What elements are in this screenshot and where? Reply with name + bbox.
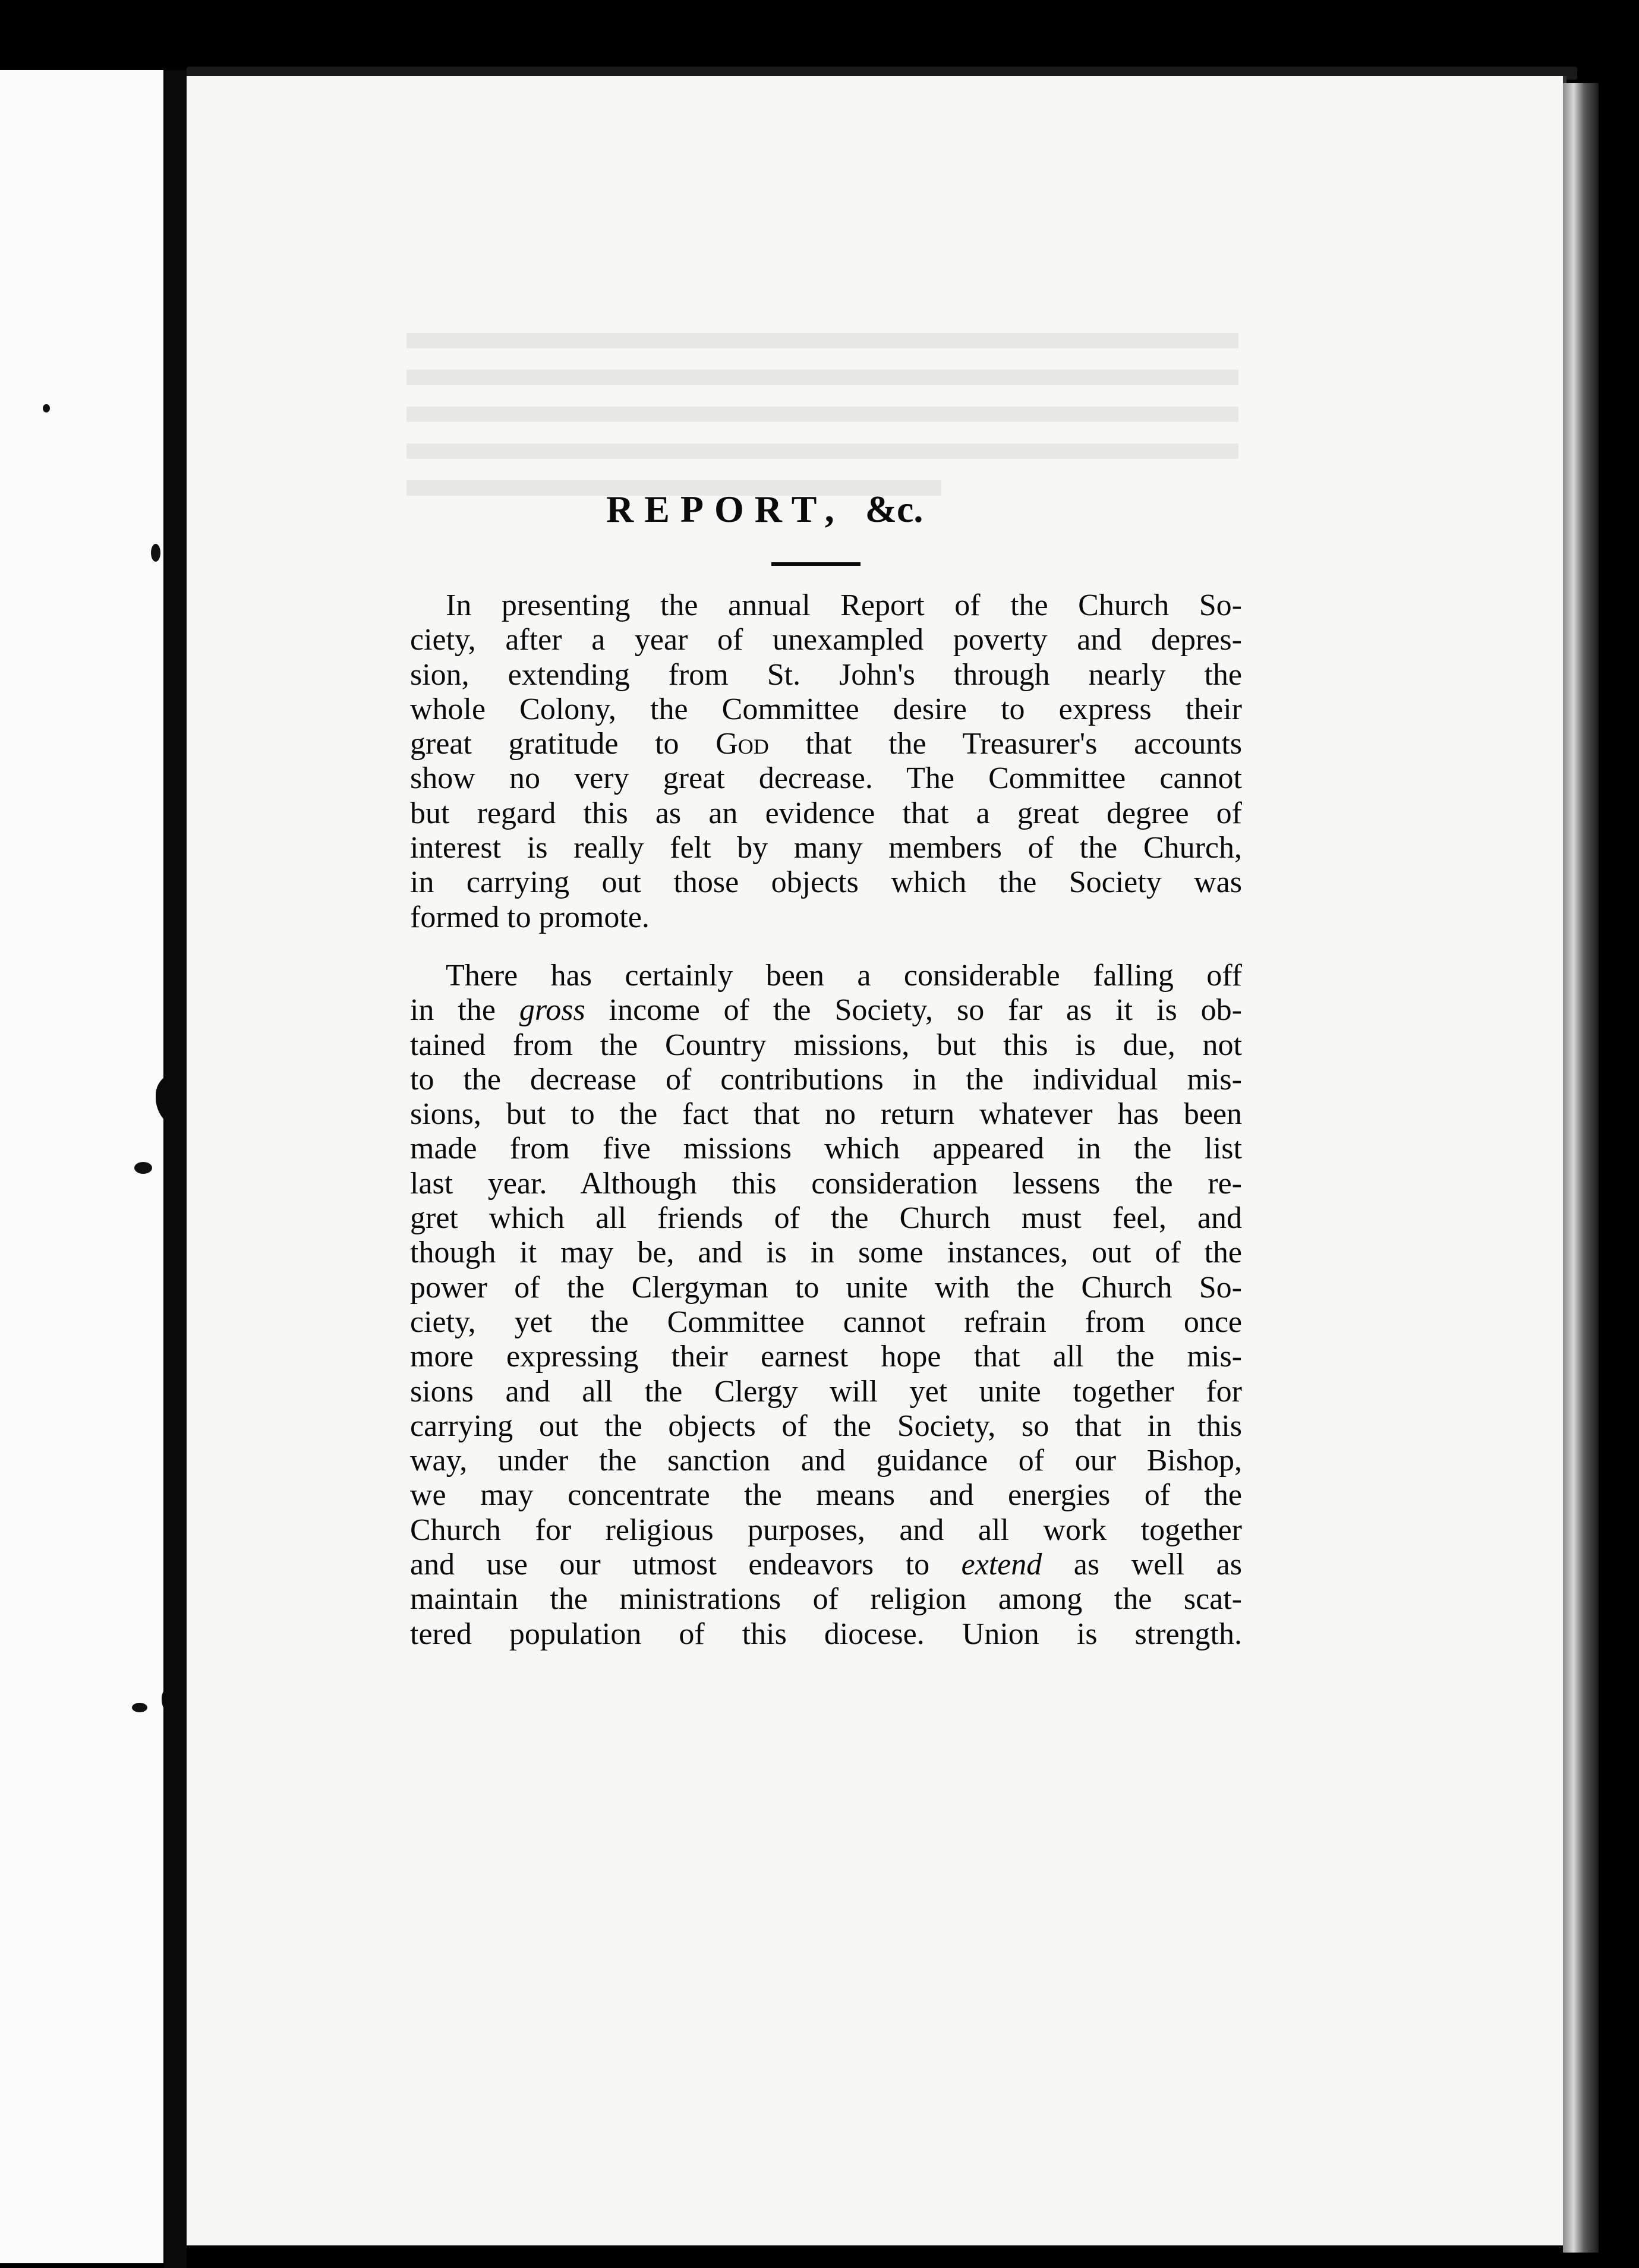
- text-line: show no very great decrease. The Committee cannot: [410, 761, 1242, 796]
- paragraph-2: [410, 959, 1242, 1652]
- heading-rule: [771, 562, 861, 566]
- text-line: in carrying out those objects which the Society was: [410, 865, 1242, 900]
- ink-speck: [151, 544, 160, 562]
- text-run: in the: [410, 993, 519, 1028]
- text-line: last year. Although this consideration lessens the re-: [410, 1166, 1242, 1201]
- italic-word: extend: [961, 1548, 1042, 1582]
- text-line: sions and all the Clergy will yet unite together for: [410, 1374, 1242, 1409]
- text-line: There has certainly been a considerable falling off: [446, 958, 1242, 993]
- text-line: Church for religious purposes, and all work together: [410, 1513, 1242, 1547]
- text-run: income of the Society, so far as it is ob-: [585, 993, 1242, 1028]
- text-line: to the decrease of contributions in the individual mis-: [410, 1062, 1242, 1097]
- small-caps-word: God: [716, 727, 769, 761]
- text-line: carrying out the objects of the Society, so that in this: [410, 1409, 1242, 1443]
- text-line: made from five missions which appeared in the list: [410, 1132, 1242, 1166]
- page-heading: [606, 487, 1034, 531]
- text-line: sions, but to the fact that no return whatever has been: [410, 1097, 1242, 1132]
- text-line: sion, extending from St. John's through nearly the: [410, 657, 1242, 692]
- paragraph-1: [410, 588, 1242, 935]
- text-line: ciety, yet the Committee cannot refrain from once: [410, 1305, 1242, 1339]
- text-line: tered population of this diocese. Union is strength.: [410, 1617, 1242, 1651]
- text-run: that the Treasurer's accounts: [768, 727, 1242, 761]
- book-spine: [164, 70, 187, 2268]
- text-line: formed to promote.: [410, 900, 650, 934]
- text-line: we may concentrate the means and energies of the: [410, 1478, 1242, 1513]
- text-line: way, under the sanction and guidance of our Bishop,: [410, 1444, 1242, 1478]
- paragraph-gap: [410, 935, 1242, 959]
- heading-suffix: &c.: [865, 488, 923, 530]
- text-line: more expressing their earnest hope that all the mis-: [410, 1340, 1242, 1374]
- text-line: [410, 727, 1242, 761]
- text-run: great gratitude to: [410, 727, 716, 761]
- page-right-edge: [1563, 83, 1599, 2253]
- text-line: power of the Clergyman to unite with the Church So-: [410, 1270, 1242, 1305]
- text-run: as well as: [1042, 1548, 1242, 1582]
- ink-speck: [132, 1703, 147, 1712]
- text-line: interest is really felt by many members of the Church,: [410, 831, 1242, 865]
- text-line: though it may be, and is in some instances, out of the: [410, 1236, 1242, 1270]
- text-line: gret which all friends of the Church must feel, and: [410, 1201, 1242, 1236]
- text-line: maintain the ministrations of religion among the scat-: [410, 1582, 1242, 1617]
- text-line: but regard this as an evidence that a great degree of: [410, 796, 1242, 830]
- ink-speck: [43, 404, 50, 412]
- heading-title: REPORT,: [606, 488, 845, 530]
- text-line: In presenting the annual Report of the Church So-: [446, 588, 1242, 622]
- report-body: [410, 588, 1242, 1652]
- italic-word: gross: [519, 993, 585, 1028]
- text-run: and use our utmost endeavors to: [410, 1548, 962, 1582]
- text-line: [410, 993, 1242, 1028]
- text-line: tained from the Country missions, but this is due, not: [410, 1028, 1242, 1062]
- text-line: ciety, after a year of unexampled poverty and depres-: [410, 623, 1242, 657]
- ink-speck: [134, 1162, 152, 1174]
- text-line: [410, 1548, 1242, 1582]
- text-line: whole Colony, the Committee desire to express their: [410, 692, 1242, 726]
